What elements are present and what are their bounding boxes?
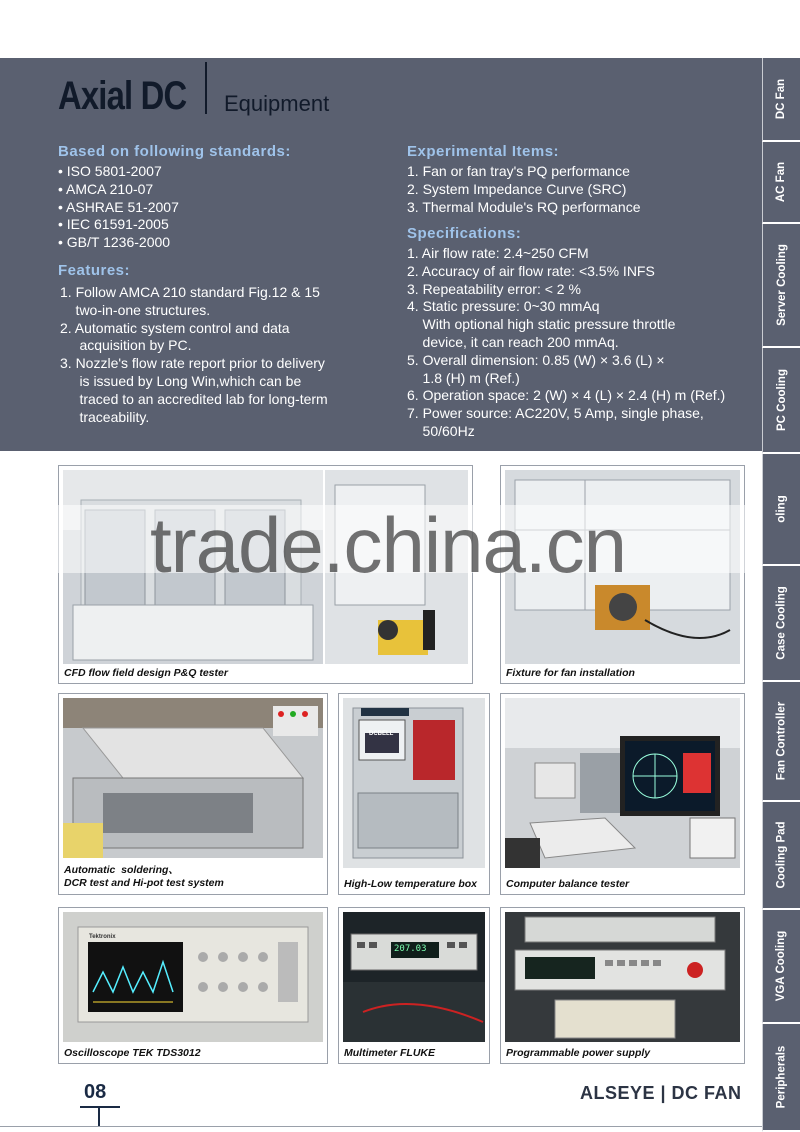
features-list [60, 284, 328, 426]
caption-multimeter: Multimeter FLUKE [344, 1047, 436, 1059]
specification-item: 6. Operation space: 2 (W) × 4 (L) × 2.4 (H) m (Ref.) [407, 387, 726, 404]
experimental-list [407, 163, 641, 216]
standard-item: • ISO 5801-2007 [58, 163, 162, 179]
power-supply-image [505, 912, 740, 1042]
tab-label: Cooling Pad [775, 821, 788, 889]
specification-item: 1.8 (H) m (Ref.) [407, 369, 520, 386]
tab-label: AC Fan [775, 161, 788, 203]
page-number: 08 [84, 1081, 107, 1103]
multimeter-display: 207.03 [394, 944, 427, 954]
photo-temperature-box [338, 693, 490, 895]
feature-item: 3. Nozzle's flow rate report prior to delivery [60, 355, 325, 372]
photo-oscilloscope [58, 907, 328, 1064]
caption-power: Programmable power supply [506, 1047, 651, 1059]
specification-item: device, it can reach 200 mmAq. [407, 333, 619, 350]
soldering-image [63, 698, 323, 858]
tab-label: Fan Controller [775, 701, 788, 781]
specification-item: 1. Air flow rate: 2.4~250 CFM [407, 245, 589, 261]
tab-cooling[interactable] [762, 454, 800, 566]
oscilloscope-image [63, 912, 323, 1042]
specification-item: With optional high static pressure throttle [407, 316, 676, 333]
standards-list [58, 163, 179, 252]
caption-temperature: High-Low temperature box [344, 878, 478, 890]
experimental-item: 1. Fan or fan tray's PQ performance [407, 163, 630, 179]
specification-item: 2. Accuracy of air flow rate: <3.5% INFS [407, 262, 655, 279]
temperature-box-image [343, 698, 485, 868]
specification-item: 7. Power source: AC220V, 5 Amp, single phase, [407, 405, 704, 422]
experimental-item: 2. System Impedance Curve (SRC) [407, 180, 627, 197]
caption-balance: Computer balance tester [506, 878, 630, 890]
tab-label: Case Cooling [775, 586, 788, 660]
tab-label: Server Cooling [775, 244, 788, 326]
caption-fixture: Fixture for fan installation [506, 667, 635, 679]
tab-label: VGA Cooling [775, 930, 788, 1002]
standards-heading: Based on following standards: [58, 143, 291, 160]
brand-logo: ALSEYE | DC FAN [580, 1083, 742, 1103]
category-sidebar [762, 58, 800, 1132]
feature-item: 2. Automatic system control and data [60, 319, 290, 336]
tab-ac-fan[interactable] [762, 142, 800, 224]
caption-oscilloscope: Oscilloscope TEK TDS3012 [64, 1047, 201, 1059]
standard-item: • AMCA 210-07 [58, 180, 154, 197]
bottom-divider [0, 1126, 762, 1127]
feature-item: acquisition by PC. [60, 337, 192, 354]
tab-dc-fan[interactable] [762, 58, 800, 142]
specification-item: 50/60Hz [407, 422, 475, 439]
tab-vga-cooling[interactable] [762, 910, 800, 1024]
feature-item: traced to an accredited lab for long-term [60, 390, 328, 407]
watermark: trade.china.cn [150, 501, 626, 589]
experimental-item: 3. Thermal Module's RQ performance [407, 198, 641, 215]
standard-item: • GB/T 1236-2000 [58, 234, 171, 251]
tab-label: oling [775, 495, 788, 523]
balance-tester-image [505, 698, 740, 868]
feature-item: is issued by Long Win,which can be [60, 372, 302, 389]
experimental-heading: Experimental Items: [407, 143, 560, 160]
photo-soldering [58, 693, 328, 895]
photo-multimeter [338, 907, 490, 1064]
tab-cooling-pad[interactable] [762, 802, 800, 910]
top-margin [0, 0, 800, 58]
feature-item: traceability. [60, 408, 150, 425]
specification-item: 4. Static pressure: 0~30 mmAq [407, 298, 600, 315]
caption-soldering: Automatic soldering、 DCR test and Hi-pot test system [64, 864, 224, 889]
tektronix-label: Tektronix [89, 934, 116, 940]
photo-balance-tester [500, 693, 745, 895]
photo-power-supply [500, 907, 745, 1064]
feature-item: 1. Follow AMCA 210 standard Fig.12 & 15 [60, 284, 320, 300]
feature-item: two-in-one structures. [60, 301, 211, 318]
tab-server-cooling[interactable] [762, 224, 800, 348]
dcbell-label: DCBELL [369, 731, 394, 737]
features-heading: Features: [58, 262, 131, 279]
standard-item: • ASHRAE 51-2007 [58, 198, 179, 215]
page-subtitle: Equipment [224, 91, 330, 116]
tab-pc-cooling[interactable] [762, 348, 800, 454]
multimeter-image [343, 912, 485, 1042]
title-divider [205, 62, 207, 114]
specification-item: 3. Repeatability error: < 2 % [407, 280, 581, 297]
page-title: Axial DC [58, 74, 187, 118]
tab-label: PC Cooling [775, 369, 788, 431]
tab-peripherals[interactable] [762, 1024, 800, 1132]
specifications-heading: Specifications: [407, 225, 522, 242]
tab-case-cooling[interactable] [762, 566, 800, 682]
tab-label: Peripherals [775, 1045, 788, 1109]
specifications-list [407, 245, 725, 441]
page-number-underline [80, 1106, 120, 1108]
tab-label: DC Fan [775, 78, 788, 120]
caption-cfd: CFD flow field design P&Q tester [64, 667, 228, 679]
tab-fan-controller[interactable] [762, 682, 800, 802]
specification-item: 5. Overall dimension: 0.85 (W) × 3.6 (L) × [407, 351, 665, 368]
page-number-tick [98, 1106, 100, 1126]
standard-item: • IEC 61591-2005 [58, 216, 169, 233]
